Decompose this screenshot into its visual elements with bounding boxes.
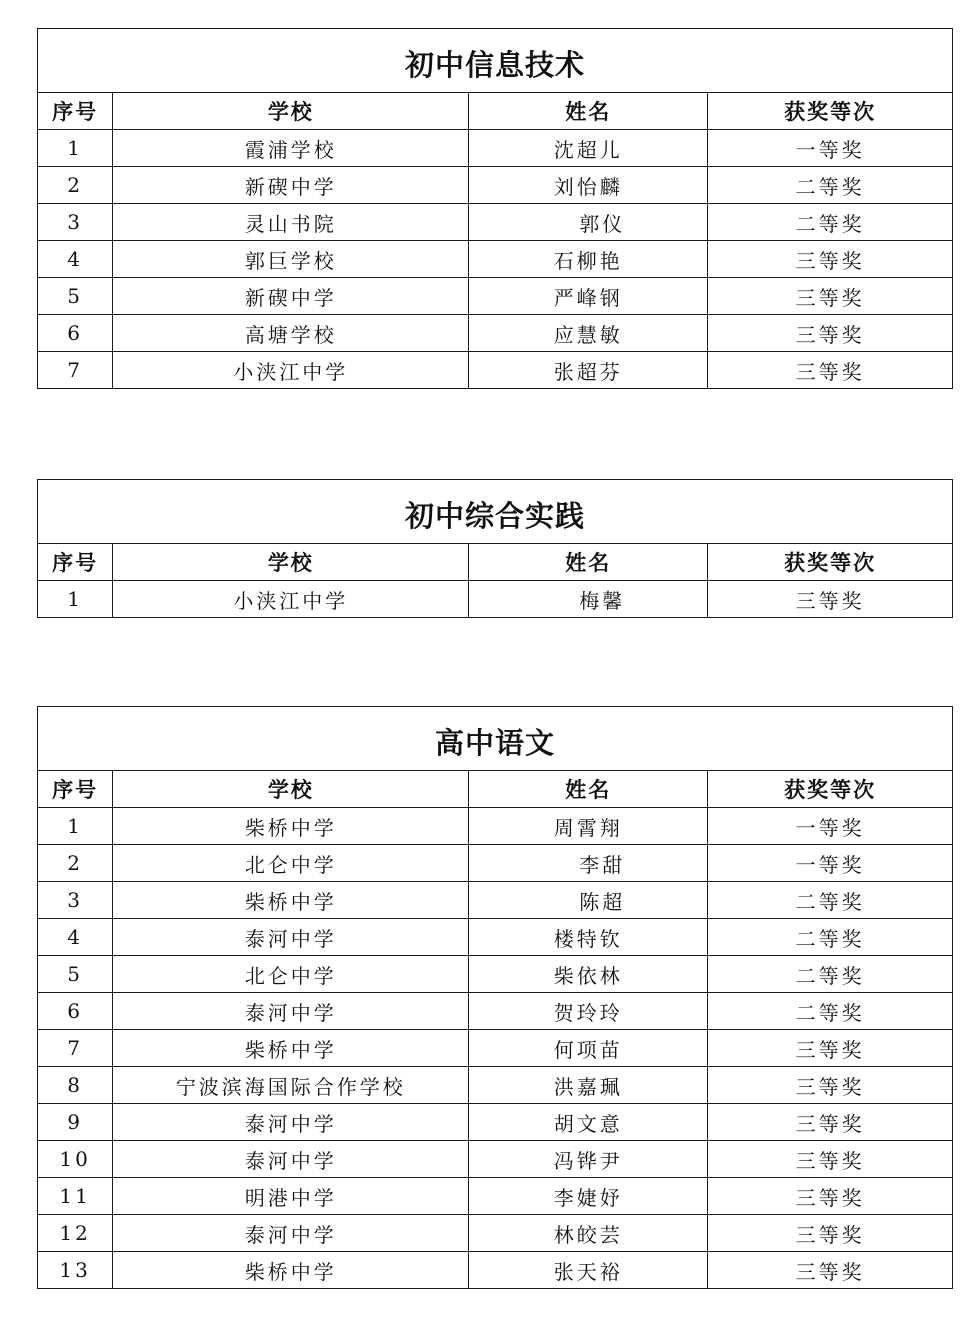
cell-index: 12 [38, 1215, 113, 1252]
table-header-row [38, 93, 953, 130]
cell-index: 11 [38, 1178, 113, 1215]
table-row [38, 845, 953, 882]
table-row [38, 130, 953, 167]
header-school: 学校 [113, 544, 469, 581]
table-row [38, 315, 953, 352]
header-name: 姓名 [469, 771, 708, 808]
table-row [38, 1067, 953, 1104]
cell-school: 新碶中学 [113, 278, 469, 315]
cell-school: 柴桥中学 [113, 1030, 469, 1067]
cell-award: 三等奖 [708, 352, 953, 389]
cell-school: 北仑中学 [113, 845, 469, 882]
cell-name: 李甜 [469, 845, 708, 882]
cell-index: 4 [38, 919, 113, 956]
cell-school: 柴桥中学 [113, 808, 469, 845]
table-row [38, 167, 953, 204]
table-row [38, 278, 953, 315]
cell-name: 胡文意 [469, 1104, 708, 1141]
cell-school: 小浃江中学 [113, 581, 469, 618]
cell-award: 三等奖 [708, 315, 953, 352]
cell-award: 二等奖 [708, 919, 953, 956]
cell-award: 一等奖 [708, 130, 953, 167]
header-award: 获奖等次 [708, 93, 953, 130]
table-row [38, 1252, 953, 1289]
cell-name: 梅馨 [469, 581, 708, 618]
table-row [38, 993, 953, 1030]
table-title-row [38, 480, 953, 544]
table-row [38, 352, 953, 389]
cell-index: 4 [38, 241, 113, 278]
cell-school: 新碶中学 [113, 167, 469, 204]
cell-award: 二等奖 [708, 204, 953, 241]
cell-school: 高塘学校 [113, 315, 469, 352]
cell-name: 冯铧尹 [469, 1141, 708, 1178]
cell-index: 3 [38, 882, 113, 919]
cell-name: 陈超 [469, 882, 708, 919]
table-row [38, 1178, 953, 1215]
cell-school: 宁波滨海国际合作学校 [113, 1067, 469, 1104]
header-name: 姓名 [469, 93, 708, 130]
cell-school: 泰河中学 [113, 1104, 469, 1141]
cell-school: 郭巨学校 [113, 241, 469, 278]
table-row [38, 1141, 953, 1178]
award-table-senior-chinese [37, 706, 953, 1289]
table-row [38, 1104, 953, 1141]
cell-award: 三等奖 [708, 241, 953, 278]
cell-index: 13 [38, 1252, 113, 1289]
table-row [38, 1215, 953, 1252]
table-title-row [38, 707, 953, 771]
cell-school: 北仑中学 [113, 956, 469, 993]
cell-award: 二等奖 [708, 167, 953, 204]
cell-index: 6 [38, 993, 113, 1030]
table-row [38, 919, 953, 956]
cell-school: 小浃江中学 [113, 352, 469, 389]
cell-award: 三等奖 [708, 1067, 953, 1104]
cell-school: 泰河中学 [113, 1141, 469, 1178]
cell-name: 洪嘉珮 [469, 1067, 708, 1104]
cell-name: 张天裕 [469, 1252, 708, 1289]
header-award: 获奖等次 [708, 771, 953, 808]
cell-name: 贺玲玲 [469, 993, 708, 1030]
cell-school: 柴桥中学 [113, 1252, 469, 1289]
cell-award: 三等奖 [708, 1215, 953, 1252]
cell-index: 10 [38, 1141, 113, 1178]
cell-award: 三等奖 [708, 1252, 953, 1289]
table-title: 初中综合实践 [38, 480, 953, 544]
cell-school: 霞浦学校 [113, 130, 469, 167]
cell-index: 3 [38, 204, 113, 241]
cell-award: 三等奖 [708, 1141, 953, 1178]
table-row [38, 241, 953, 278]
cell-index: 5 [38, 956, 113, 993]
cell-award: 二等奖 [708, 882, 953, 919]
cell-index: 7 [38, 1030, 113, 1067]
cell-name: 严峰钢 [469, 278, 708, 315]
table-row [38, 581, 953, 618]
table-row [38, 956, 953, 993]
table-title-row [38, 29, 953, 93]
table-row [38, 1030, 953, 1067]
cell-index: 5 [38, 278, 113, 315]
table-title: 初中信息技术 [38, 29, 953, 93]
cell-name: 张超芬 [469, 352, 708, 389]
cell-school: 泰河中学 [113, 1215, 469, 1252]
cell-award: 三等奖 [708, 278, 953, 315]
cell-name: 柴依林 [469, 956, 708, 993]
cell-name: 郭仪 [469, 204, 708, 241]
award-table-junior-it [37, 28, 953, 389]
header-index: 序号 [38, 544, 113, 581]
cell-school: 泰河中学 [113, 919, 469, 956]
table-row [38, 882, 953, 919]
cell-award: 二等奖 [708, 993, 953, 1030]
cell-award: 三等奖 [708, 1030, 953, 1067]
cell-award: 三等奖 [708, 581, 953, 618]
cell-name: 石柳艳 [469, 241, 708, 278]
cell-name: 周霄翔 [469, 808, 708, 845]
cell-name: 林皎芸 [469, 1215, 708, 1252]
cell-award: 一等奖 [708, 808, 953, 845]
cell-index: 1 [38, 581, 113, 618]
header-index: 序号 [38, 771, 113, 808]
cell-index: 9 [38, 1104, 113, 1141]
cell-name: 刘怡麟 [469, 167, 708, 204]
header-school: 学校 [113, 771, 469, 808]
cell-award: 三等奖 [708, 1104, 953, 1141]
award-table-junior-practice [37, 479, 953, 618]
cell-school: 泰河中学 [113, 993, 469, 1030]
table-header-row [38, 544, 953, 581]
cell-name: 李婕妤 [469, 1178, 708, 1215]
cell-award: 三等奖 [708, 1178, 953, 1215]
header-award: 获奖等次 [708, 544, 953, 581]
header-school: 学校 [113, 93, 469, 130]
cell-school: 明港中学 [113, 1178, 469, 1215]
table-title: 高中语文 [38, 707, 953, 771]
cell-index: 6 [38, 315, 113, 352]
cell-name: 应慧敏 [469, 315, 708, 352]
table-row [38, 808, 953, 845]
cell-index: 2 [38, 167, 113, 204]
table-row [38, 204, 953, 241]
cell-name: 何项苗 [469, 1030, 708, 1067]
header-index: 序号 [38, 93, 113, 130]
cell-index: 1 [38, 808, 113, 845]
cell-index: 8 [38, 1067, 113, 1104]
cell-index: 1 [38, 130, 113, 167]
header-name: 姓名 [469, 544, 708, 581]
cell-award: 二等奖 [708, 956, 953, 993]
cell-award: 一等奖 [708, 845, 953, 882]
cell-name: 楼特钦 [469, 919, 708, 956]
cell-index: 7 [38, 352, 113, 389]
cell-index: 2 [38, 845, 113, 882]
cell-name: 沈超儿 [469, 130, 708, 167]
cell-school: 柴桥中学 [113, 882, 469, 919]
table-header-row [38, 771, 953, 808]
cell-school: 灵山书院 [113, 204, 469, 241]
